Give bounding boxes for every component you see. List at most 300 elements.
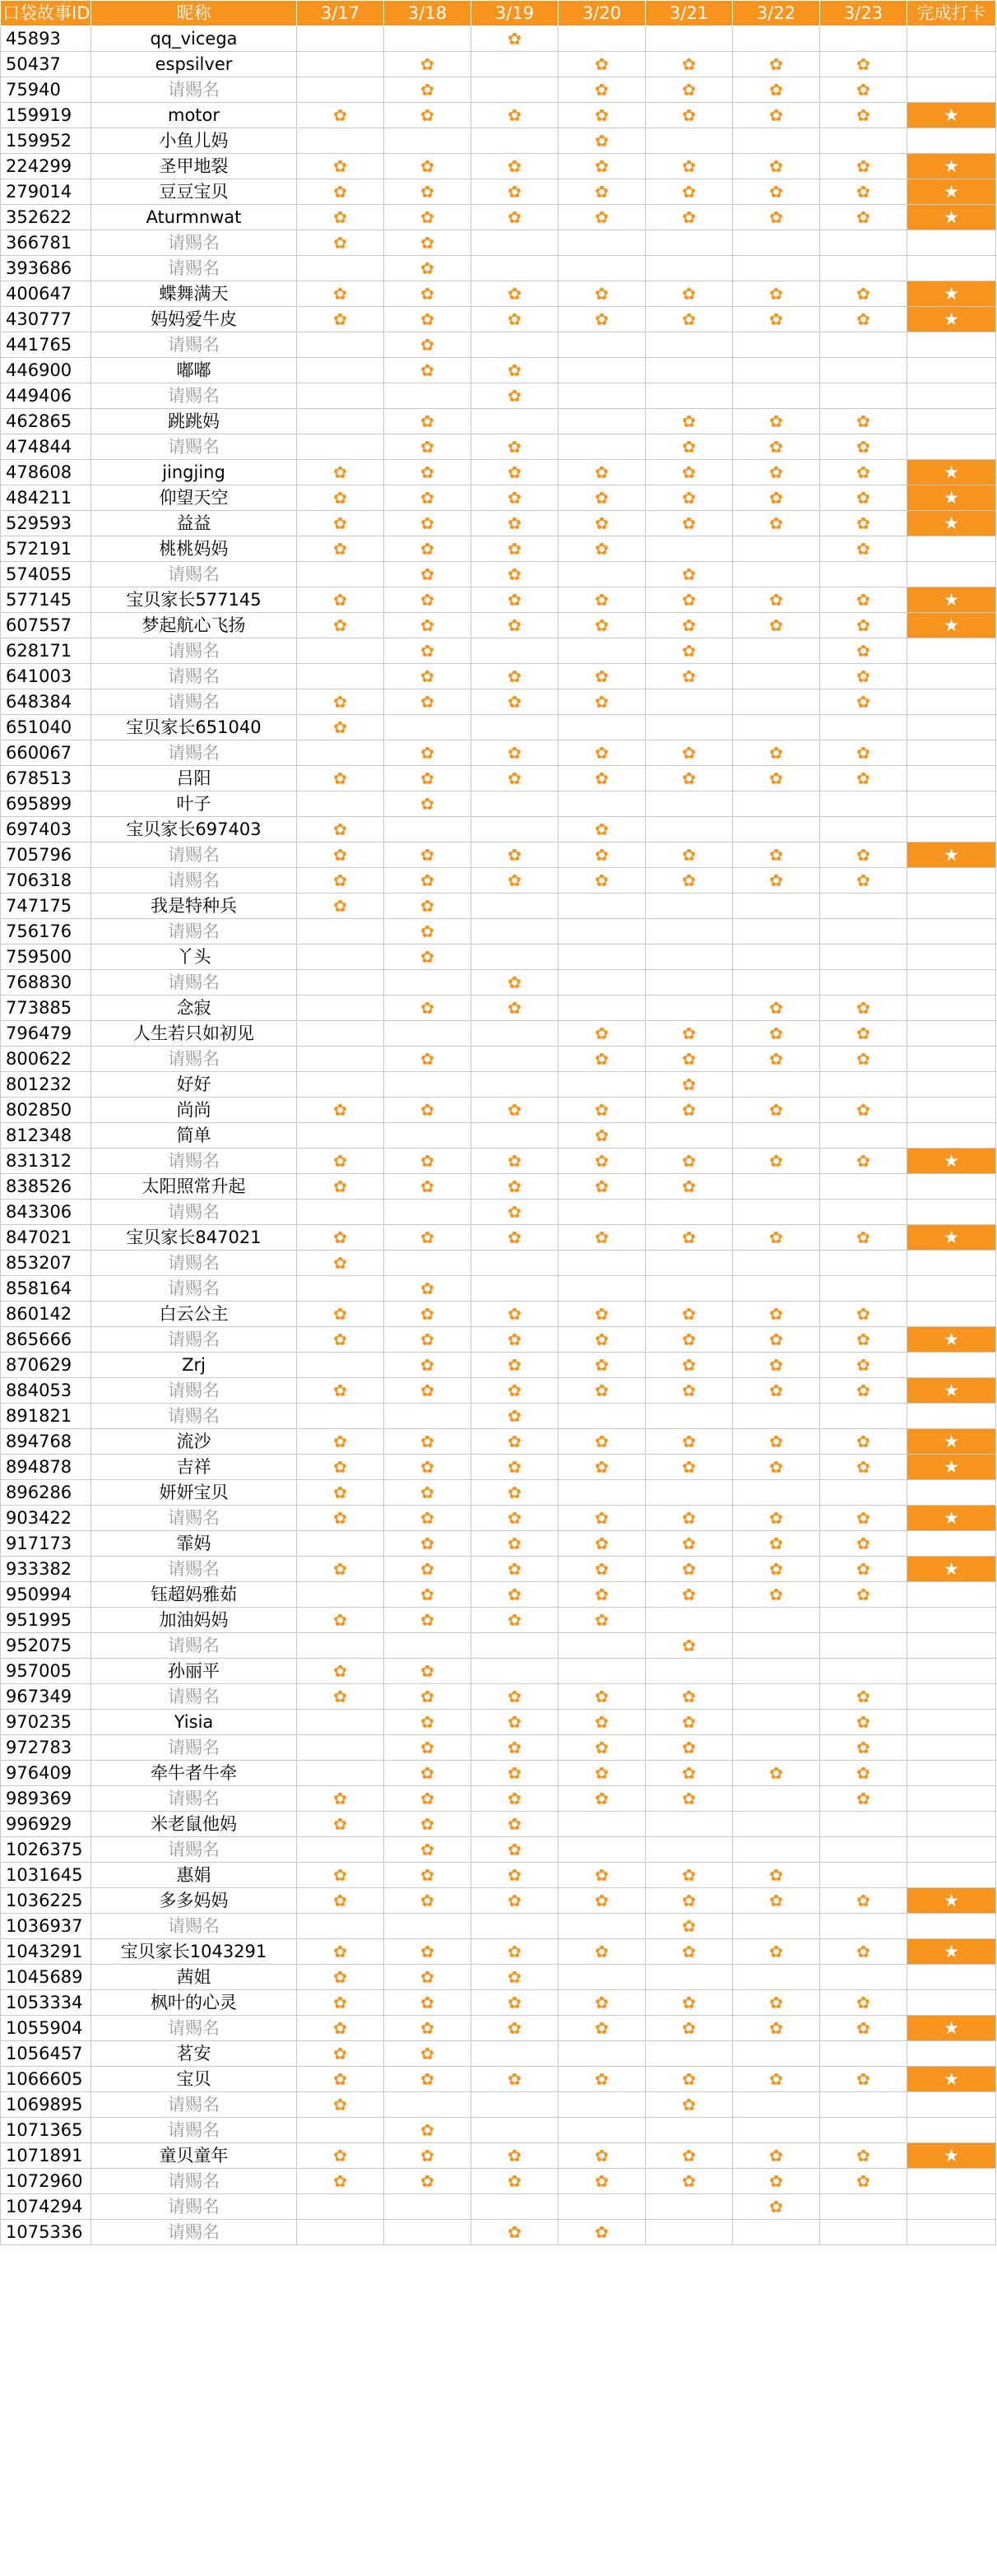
cell-checkin-day[interactable] — [820, 1990, 907, 2016]
cell-completed[interactable] — [907, 434, 996, 460]
cell-checkin-day[interactable] — [820, 281, 907, 307]
cell-story-id[interactable]: 50437 — [1, 52, 91, 77]
cell-checkin-day[interactable] — [297, 1582, 384, 1608]
cell-completed[interactable] — [907, 1149, 996, 1174]
cell-checkin-day[interactable] — [733, 2118, 820, 2143]
cell-story-id[interactable]: 529593 — [1, 511, 91, 536]
cell-checkin-day[interactable] — [297, 1200, 384, 1225]
cell-checkin-day[interactable] — [559, 2118, 646, 2143]
cell-checkin-day[interactable] — [646, 128, 733, 154]
cell-checkin-day[interactable] — [646, 613, 733, 638]
cell-checkin-day[interactable] — [733, 77, 820, 103]
cell-checkin-day[interactable] — [297, 842, 384, 868]
cell-checkin-day[interactable] — [559, 1633, 646, 1659]
cell-completed[interactable] — [907, 1506, 996, 1531]
cell-checkin-day[interactable] — [297, 1965, 384, 1990]
cell-checkin-day[interactable] — [820, 460, 907, 485]
cell-checkin-day[interactable] — [384, 2143, 471, 2169]
cell-checkin-day[interactable] — [646, 1939, 733, 1965]
cell-checkin-day[interactable] — [384, 2169, 471, 2194]
cell-completed[interactable] — [907, 970, 996, 996]
cell-nickname[interactable]: 请赐名 — [91, 2194, 297, 2220]
cell-checkin-day[interactable] — [384, 1123, 471, 1149]
cell-checkin-day[interactable] — [384, 1990, 471, 2016]
cell-nickname[interactable]: 吉祥 — [91, 1455, 297, 1480]
cell-checkin-day[interactable] — [733, 434, 820, 460]
cell-checkin-day[interactable] — [384, 1225, 471, 1251]
cell-checkin-day[interactable] — [820, 613, 907, 638]
cell-checkin-day[interactable] — [384, 1098, 471, 1123]
cell-checkin-day[interactable] — [471, 128, 559, 154]
cell-completed[interactable] — [907, 587, 996, 613]
cell-checkin-day[interactable] — [471, 817, 559, 842]
cell-checkin-day[interactable] — [820, 230, 907, 256]
cell-checkin-day[interactable] — [733, 230, 820, 256]
cell-checkin-day[interactable] — [646, 1429, 733, 1455]
cell-checkin-day[interactable] — [820, 1047, 907, 1072]
cell-checkin-day[interactable] — [297, 613, 384, 638]
cell-checkin-day[interactable] — [559, 1863, 646, 1888]
cell-checkin-day[interactable] — [820, 128, 907, 154]
cell-checkin-day[interactable] — [733, 1225, 820, 1251]
cell-nickname[interactable]: 请赐名 — [91, 1557, 297, 1582]
cell-story-id[interactable]: 858164 — [1, 1276, 91, 1302]
cell-checkin-day[interactable] — [820, 1633, 907, 1659]
cell-checkin-day[interactable] — [384, 1608, 471, 1633]
cell-checkin-day[interactable] — [384, 1378, 471, 1404]
cell-checkin-day[interactable] — [384, 1965, 471, 1990]
cell-story-id[interactable]: 1053334 — [1, 1990, 91, 2016]
cell-checkin-day[interactable] — [384, 868, 471, 893]
cell-checkin-day[interactable] — [384, 587, 471, 613]
cell-checkin-day[interactable] — [384, 996, 471, 1021]
cell-story-id[interactable]: 1036937 — [1, 1914, 91, 1939]
cell-completed[interactable] — [907, 842, 996, 868]
cell-story-id[interactable]: 1026375 — [1, 1837, 91, 1863]
cell-story-id[interactable]: 474844 — [1, 434, 91, 460]
cell-checkin-day[interactable] — [820, 1710, 907, 1735]
cell-checkin-day[interactable] — [820, 1021, 907, 1047]
cell-checkin-day[interactable] — [297, 1353, 384, 1378]
cell-checkin-day[interactable] — [384, 2092, 471, 2118]
cell-completed[interactable] — [907, 1021, 996, 1047]
cell-completed[interactable] — [907, 1302, 996, 1327]
cell-checkin-day[interactable] — [820, 1200, 907, 1225]
cell-completed[interactable] — [907, 817, 996, 842]
cell-checkin-day[interactable] — [471, 2143, 559, 2169]
cell-checkin-day[interactable] — [820, 562, 907, 587]
column-header-date[interactable]: 3/19 — [471, 1, 559, 26]
cell-nickname[interactable]: 请赐名 — [91, 332, 297, 358]
cell-checkin-day[interactable] — [646, 2143, 733, 2169]
cell-checkin-day[interactable] — [297, 307, 384, 332]
cell-checkin-day[interactable] — [733, 1200, 820, 1225]
cell-checkin-day[interactable] — [820, 511, 907, 536]
cell-checkin-day[interactable] — [471, 460, 559, 485]
cell-checkin-day[interactable] — [297, 1251, 384, 1276]
cell-checkin-day[interactable] — [559, 1302, 646, 1327]
cell-checkin-day[interactable] — [733, 817, 820, 842]
cell-story-id[interactable]: 45893 — [1, 26, 91, 52]
cell-checkin-day[interactable] — [297, 536, 384, 562]
cell-checkin-day[interactable] — [559, 1251, 646, 1276]
cell-checkin-day[interactable] — [559, 945, 646, 970]
cell-checkin-day[interactable] — [384, 1353, 471, 1378]
cell-checkin-day[interactable] — [820, 1225, 907, 1251]
cell-checkin-day[interactable] — [820, 2041, 907, 2067]
cell-checkin-day[interactable] — [559, 1608, 646, 1633]
cell-nickname[interactable]: 孙丽平 — [91, 1659, 297, 1684]
cell-nickname[interactable]: 豆豆宝贝 — [91, 179, 297, 205]
cell-checkin-day[interactable] — [646, 689, 733, 715]
cell-story-id[interactable]: 860142 — [1, 1302, 91, 1327]
cell-story-id[interactable]: 577145 — [1, 587, 91, 613]
cell-checkin-day[interactable] — [297, 1047, 384, 1072]
cell-checkin-day[interactable] — [384, 332, 471, 358]
cell-checkin-day[interactable] — [646, 1276, 733, 1302]
cell-story-id[interactable]: 768830 — [1, 970, 91, 996]
cell-checkin-day[interactable] — [297, 2169, 384, 2194]
cell-checkin-day[interactable] — [297, 1990, 384, 2016]
cell-checkin-day[interactable] — [297, 511, 384, 536]
cell-completed[interactable] — [907, 2092, 996, 2118]
cell-checkin-day[interactable] — [559, 715, 646, 740]
cell-checkin-day[interactable] — [384, 1786, 471, 1812]
cell-checkin-day[interactable] — [820, 1302, 907, 1327]
cell-checkin-day[interactable] — [559, 1276, 646, 1302]
cell-nickname[interactable]: 圣甲地裂 — [91, 154, 297, 179]
cell-checkin-day[interactable] — [559, 281, 646, 307]
cell-checkin-day[interactable] — [733, 1582, 820, 1608]
cell-nickname[interactable]: 请赐名 — [91, 1149, 297, 1174]
cell-checkin-day[interactable] — [297, 1455, 384, 1480]
cell-story-id[interactable]: 478608 — [1, 460, 91, 485]
cell-checkin-day[interactable] — [297, 2194, 384, 2220]
cell-checkin-day[interactable] — [733, 52, 820, 77]
cell-checkin-day[interactable] — [733, 1837, 820, 1863]
cell-checkin-day[interactable] — [471, 1455, 559, 1480]
cell-checkin-day[interactable] — [384, 791, 471, 817]
cell-story-id[interactable]: 462865 — [1, 409, 91, 434]
cell-nickname[interactable]: 霏妈 — [91, 1531, 297, 1557]
cell-checkin-day[interactable] — [559, 1531, 646, 1557]
cell-story-id[interactable]: 976409 — [1, 1761, 91, 1786]
cell-checkin-day[interactable] — [297, 893, 384, 919]
cell-checkin-day[interactable] — [646, 1837, 733, 1863]
cell-checkin-day[interactable] — [820, 205, 907, 230]
cell-checkin-day[interactable] — [559, 2067, 646, 2092]
cell-story-id[interactable]: 996929 — [1, 1812, 91, 1837]
cell-story-id[interactable]: 896286 — [1, 1480, 91, 1506]
cell-checkin-day[interactable] — [559, 893, 646, 919]
cell-checkin-day[interactable] — [384, 2118, 471, 2143]
cell-checkin-day[interactable] — [559, 1378, 646, 1404]
cell-completed[interactable] — [907, 1251, 996, 1276]
cell-checkin-day[interactable] — [733, 562, 820, 587]
cell-checkin-day[interactable] — [471, 536, 559, 562]
cell-checkin-day[interactable] — [384, 485, 471, 511]
cell-checkin-day[interactable] — [297, 485, 384, 511]
cell-checkin-day[interactable] — [297, 970, 384, 996]
cell-checkin-day[interactable] — [733, 893, 820, 919]
cell-checkin-day[interactable] — [646, 103, 733, 128]
cell-checkin-day[interactable] — [820, 307, 907, 332]
cell-checkin-day[interactable] — [297, 179, 384, 205]
cell-checkin-day[interactable] — [733, 945, 820, 970]
cell-story-id[interactable]: 449406 — [1, 383, 91, 409]
cell-checkin-day[interactable] — [820, 1506, 907, 1531]
cell-checkin-day[interactable] — [646, 409, 733, 434]
cell-checkin-day[interactable] — [384, 2016, 471, 2041]
cell-checkin-day[interactable] — [733, 1276, 820, 1302]
cell-checkin-day[interactable] — [297, 2067, 384, 2092]
cell-completed[interactable] — [907, 1200, 996, 1225]
cell-checkin-day[interactable] — [297, 1174, 384, 1200]
cell-story-id[interactable]: 972783 — [1, 1735, 91, 1761]
cell-story-id[interactable]: 1066605 — [1, 2067, 91, 2092]
cell-nickname[interactable]: 茜姐 — [91, 1965, 297, 1990]
cell-checkin-day[interactable] — [820, 1276, 907, 1302]
cell-checkin-day[interactable] — [471, 868, 559, 893]
cell-checkin-day[interactable] — [297, 638, 384, 664]
cell-checkin-day[interactable] — [820, 26, 907, 52]
cell-nickname[interactable]: 益益 — [91, 511, 297, 536]
cell-checkin-day[interactable] — [559, 256, 646, 281]
cell-completed[interactable] — [907, 996, 996, 1021]
cell-checkin-day[interactable] — [733, 1378, 820, 1404]
cell-checkin-day[interactable] — [471, 1506, 559, 1531]
cell-checkin-day[interactable] — [384, 230, 471, 256]
cell-checkin-day[interactable] — [559, 2169, 646, 2194]
cell-checkin-day[interactable] — [820, 1480, 907, 1506]
cell-checkin-day[interactable] — [646, 740, 733, 766]
cell-checkin-day[interactable] — [559, 1149, 646, 1174]
cell-nickname[interactable]: 宝贝 — [91, 2067, 297, 2092]
cell-checkin-day[interactable] — [471, 409, 559, 434]
cell-story-id[interactable]: 1071891 — [1, 2143, 91, 2169]
cell-checkin-day[interactable] — [471, 1812, 559, 1837]
cell-completed[interactable] — [907, 1429, 996, 1455]
cell-checkin-day[interactable] — [559, 1735, 646, 1761]
cell-checkin-day[interactable] — [559, 740, 646, 766]
cell-checkin-day[interactable] — [384, 1047, 471, 1072]
cell-checkin-day[interactable] — [820, 689, 907, 715]
cell-checkin-day[interactable] — [820, 638, 907, 664]
cell-checkin-day[interactable] — [297, 1786, 384, 1812]
cell-checkin-day[interactable] — [559, 128, 646, 154]
cell-completed[interactable] — [907, 1098, 996, 1123]
cell-checkin-day[interactable] — [471, 638, 559, 664]
cell-checkin-day[interactable] — [384, 1149, 471, 1174]
cell-nickname[interactable]: 请赐名 — [91, 256, 297, 281]
cell-checkin-day[interactable] — [820, 256, 907, 281]
cell-checkin-day[interactable] — [820, 817, 907, 842]
cell-checkin-day[interactable] — [733, 1557, 820, 1582]
cell-story-id[interactable]: 607557 — [1, 613, 91, 638]
cell-nickname[interactable]: 流沙 — [91, 1429, 297, 1455]
cell-checkin-day[interactable] — [471, 383, 559, 409]
cell-story-id[interactable]: 446900 — [1, 358, 91, 383]
cell-checkin-day[interactable] — [297, 1531, 384, 1557]
cell-checkin-day[interactable] — [297, 1480, 384, 1506]
cell-checkin-day[interactable] — [646, 154, 733, 179]
cell-checkin-day[interactable] — [297, 740, 384, 766]
cell-checkin-day[interactable] — [646, 1990, 733, 2016]
cell-story-id[interactable]: 1074294 — [1, 2194, 91, 2220]
cell-checkin-day[interactable] — [559, 358, 646, 383]
cell-checkin-day[interactable] — [297, 1812, 384, 1837]
cell-completed[interactable] — [907, 1939, 996, 1965]
cell-checkin-day[interactable] — [297, 1684, 384, 1710]
cell-nickname[interactable]: 小鱼儿妈 — [91, 128, 297, 154]
cell-completed[interactable] — [907, 1633, 996, 1659]
cell-checkin-day[interactable] — [820, 485, 907, 511]
cell-nickname[interactable]: 请赐名 — [91, 1633, 297, 1659]
cell-checkin-day[interactable] — [384, 1761, 471, 1786]
cell-nickname[interactable]: 宝贝家长577145 — [91, 587, 297, 613]
cell-completed[interactable] — [907, 230, 996, 256]
cell-nickname[interactable]: 仰望天空 — [91, 485, 297, 511]
cell-checkin-day[interactable] — [384, 434, 471, 460]
cell-checkin-day[interactable] — [733, 638, 820, 664]
cell-nickname[interactable]: 惠娟 — [91, 1863, 297, 1888]
cell-checkin-day[interactable] — [471, 358, 559, 383]
cell-checkin-day[interactable] — [646, 1353, 733, 1378]
cell-checkin-day[interactable] — [297, 766, 384, 791]
cell-completed[interactable] — [907, 689, 996, 715]
cell-nickname[interactable]: 钰超妈雅茹 — [91, 1582, 297, 1608]
cell-checkin-day[interactable] — [820, 1327, 907, 1353]
cell-nickname[interactable]: 茗安 — [91, 2041, 297, 2067]
cell-checkin-day[interactable] — [471, 893, 559, 919]
cell-checkin-day[interactable] — [559, 2092, 646, 2118]
cell-checkin-day[interactable] — [297, 409, 384, 434]
cell-checkin-day[interactable] — [471, 1225, 559, 1251]
cell-checkin-day[interactable] — [733, 26, 820, 52]
cell-checkin-day[interactable] — [733, 307, 820, 332]
cell-checkin-day[interactable] — [384, 766, 471, 791]
cell-checkin-day[interactable] — [297, 715, 384, 740]
cell-checkin-day[interactable] — [820, 1812, 907, 1837]
cell-checkin-day[interactable] — [820, 154, 907, 179]
cell-checkin-day[interactable] — [297, 1327, 384, 1353]
cell-checkin-day[interactable] — [297, 77, 384, 103]
cell-nickname[interactable]: 请赐名 — [91, 2118, 297, 2143]
cell-checkin-day[interactable] — [559, 1990, 646, 2016]
cell-checkin-day[interactable] — [733, 511, 820, 536]
cell-story-id[interactable]: 802850 — [1, 1098, 91, 1123]
cell-story-id[interactable]: 812348 — [1, 1123, 91, 1149]
cell-completed[interactable] — [907, 791, 996, 817]
cell-checkin-day[interactable] — [384, 1404, 471, 1429]
cell-completed[interactable] — [907, 409, 996, 434]
cell-checkin-day[interactable] — [384, 1837, 471, 1863]
cell-nickname[interactable]: 请赐名 — [91, 664, 297, 689]
cell-checkin-day[interactable] — [733, 485, 820, 511]
cell-checkin-day[interactable] — [559, 1837, 646, 1863]
cell-checkin-day[interactable] — [384, 842, 471, 868]
cell-checkin-day[interactable] — [471, 715, 559, 740]
cell-checkin-day[interactable] — [384, 638, 471, 664]
cell-checkin-day[interactable] — [820, 2143, 907, 2169]
cell-checkin-day[interactable] — [733, 1353, 820, 1378]
cell-completed[interactable] — [907, 1684, 996, 1710]
cell-checkin-day[interactable] — [559, 434, 646, 460]
cell-checkin-day[interactable] — [297, 945, 384, 970]
cell-completed[interactable] — [907, 1761, 996, 1786]
cell-checkin-day[interactable] — [384, 740, 471, 766]
cell-checkin-day[interactable] — [471, 791, 559, 817]
cell-checkin-day[interactable] — [559, 1225, 646, 1251]
cell-checkin-day[interactable] — [297, 358, 384, 383]
cell-story-id[interactable]: 843306 — [1, 1200, 91, 1225]
cell-story-id[interactable]: 957005 — [1, 1659, 91, 1684]
cell-checkin-day[interactable] — [559, 1353, 646, 1378]
cell-checkin-day[interactable] — [384, 689, 471, 715]
cell-checkin-day[interactable] — [733, 2194, 820, 2220]
cell-story-id[interactable]: 628171 — [1, 638, 91, 664]
cell-checkin-day[interactable] — [646, 1047, 733, 1072]
cell-checkin-day[interactable] — [471, 766, 559, 791]
cell-checkin-day[interactable] — [471, 587, 559, 613]
cell-checkin-day[interactable] — [297, 868, 384, 893]
cell-completed[interactable] — [907, 1557, 996, 1582]
cell-checkin-day[interactable] — [297, 1710, 384, 1735]
cell-checkin-day[interactable] — [559, 1506, 646, 1531]
cell-checkin-day[interactable] — [733, 205, 820, 230]
cell-nickname[interactable]: 请赐名 — [91, 1327, 297, 1353]
cell-nickname[interactable]: 童贝童年 — [91, 2143, 297, 2169]
cell-checkin-day[interactable] — [733, 1710, 820, 1735]
cell-checkin-day[interactable] — [820, 1863, 907, 1888]
cell-nickname[interactable]: 请赐名 — [91, 740, 297, 766]
cell-checkin-day[interactable] — [646, 1251, 733, 1276]
cell-checkin-day[interactable] — [471, 1965, 559, 1990]
cell-checkin-day[interactable] — [471, 1633, 559, 1659]
cell-nickname[interactable]: 请赐名 — [91, 1378, 297, 1404]
cell-story-id[interactable]: 747175 — [1, 893, 91, 919]
cell-checkin-day[interactable] — [559, 1404, 646, 1429]
cell-story-id[interactable]: 697403 — [1, 817, 91, 842]
cell-checkin-day[interactable] — [297, 256, 384, 281]
cell-checkin-day[interactable] — [471, 1761, 559, 1786]
cell-nickname[interactable]: 请赐名 — [91, 2169, 297, 2194]
cell-completed[interactable] — [907, 868, 996, 893]
cell-completed[interactable] — [907, 77, 996, 103]
cell-checkin-day[interactable] — [820, 409, 907, 434]
cell-checkin-day[interactable] — [297, 434, 384, 460]
cell-checkin-day[interactable] — [733, 1123, 820, 1149]
cell-checkin-day[interactable] — [646, 1225, 733, 1251]
cell-checkin-day[interactable] — [471, 613, 559, 638]
cell-completed[interactable] — [907, 1837, 996, 1863]
column-header-date[interactable]: 3/17 — [297, 1, 384, 26]
cell-checkin-day[interactable] — [559, 817, 646, 842]
cell-checkin-day[interactable] — [646, 281, 733, 307]
cell-checkin-day[interactable] — [733, 1990, 820, 2016]
cell-checkin-day[interactable] — [384, 1302, 471, 1327]
cell-checkin-day[interactable] — [646, 1863, 733, 1888]
cell-checkin-day[interactable] — [733, 332, 820, 358]
cell-story-id[interactable]: 1031645 — [1, 1863, 91, 1888]
cell-checkin-day[interactable] — [471, 1710, 559, 1735]
cell-checkin-day[interactable] — [646, 1480, 733, 1506]
column-header-date[interactable]: 3/23 — [820, 1, 907, 26]
cell-story-id[interactable]: 705796 — [1, 842, 91, 868]
cell-story-id[interactable]: 800622 — [1, 1047, 91, 1072]
cell-checkin-day[interactable] — [820, 715, 907, 740]
cell-checkin-day[interactable] — [471, 434, 559, 460]
